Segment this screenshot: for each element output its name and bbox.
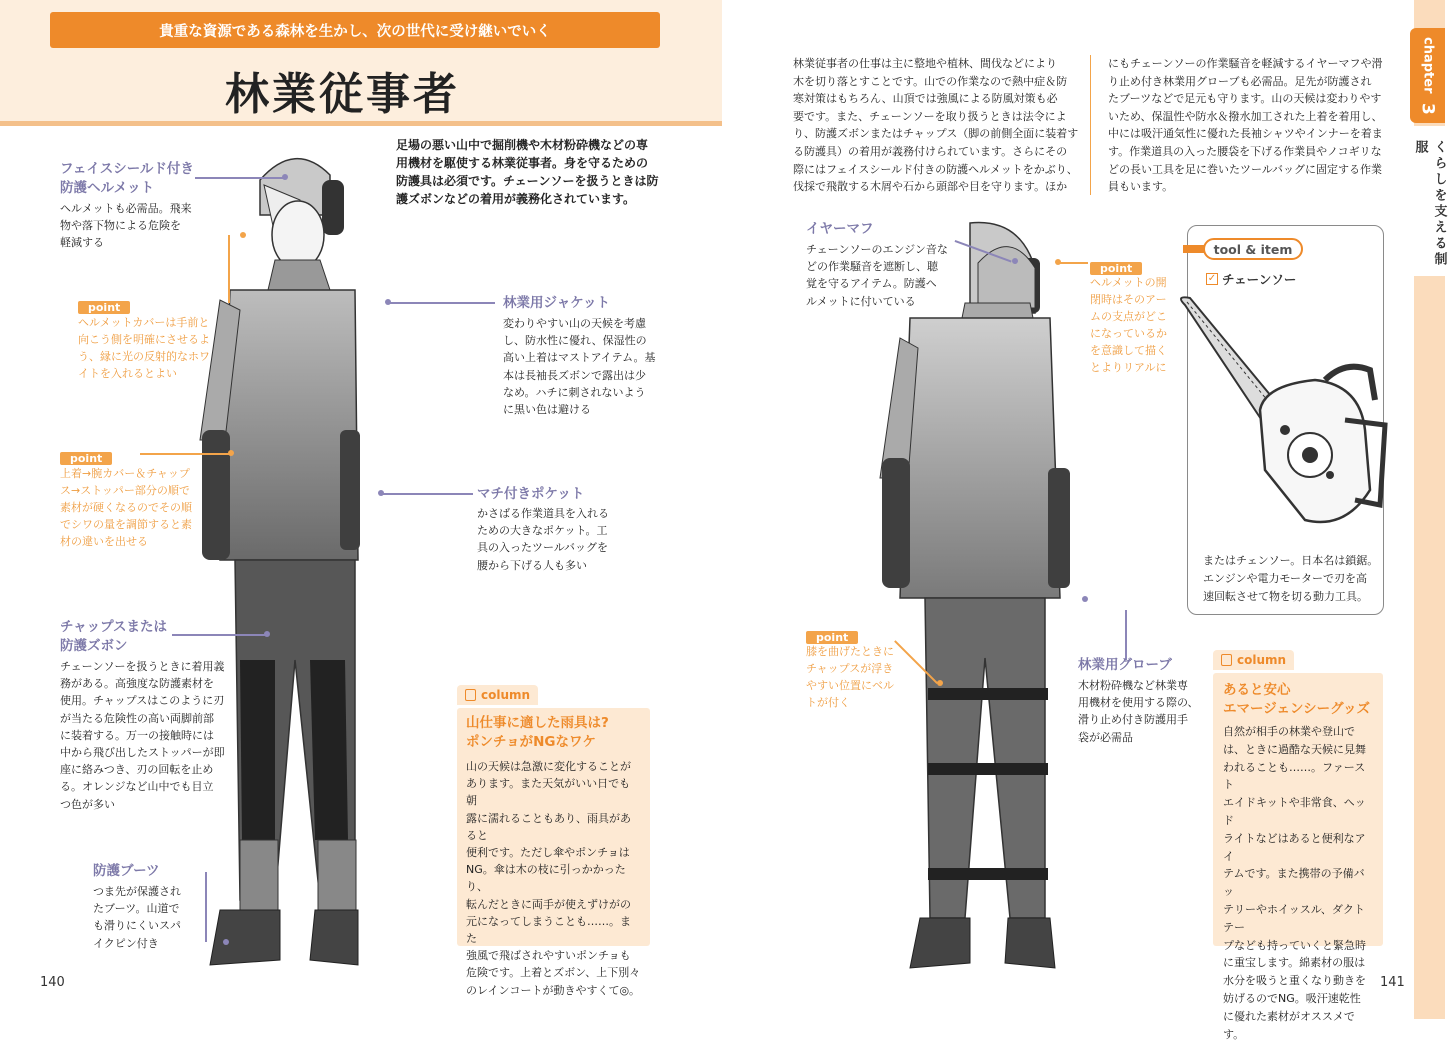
leader-dot-helmet (282, 174, 288, 180)
label-earmuff-title: イヤーマフ (806, 221, 874, 237)
column-tab-right (1213, 650, 1294, 670)
leader-glove (1125, 610, 1127, 660)
leader-pocket (383, 493, 473, 495)
leader-dot-glove (1082, 596, 1088, 602)
column-box-right (1213, 673, 1383, 1041)
point-3-text: ヘルメットの開 閉時はそのアー ムの支点がどこ になっているか を意識して描く とよりリアルに (1090, 276, 1167, 374)
chapter-number: 3 (1417, 102, 1438, 115)
point-leader-3 (1060, 262, 1088, 264)
intro-text: 足場の悪い山中で掘削機や木材粉砕機などの専 用機材を駆使する林業従事者。身を守るための 防護具は必須です。チェーンソーを扱うときは防 護ズボンなどの着用が義務化されています。 (396, 138, 659, 206)
label-helmet-title: フェイスシールド付き 防護ヘルメット (60, 161, 194, 196)
label-glove-text: 木材粉砕機など林業専 用機材を使用する際の、 滑り止め付き防護用手 袋が必需品 (1078, 679, 1199, 744)
column-right-text: 自然が相手の林業や登山で は、ときに過酷な天候に見舞 われることも……。ファースト エイドキットや非常食、ヘッド ライトなどはあると便利なアイ テムです。また携帯の予備バッ テリーやホイッスル、ダクトテー プなども持っていくと緊急時 に重宝します。綿素材の服は 水分を吸うと重くなり動きを 妨げるのでNG。吸汗速乾性 に優れた素材がオススメです。 (1223, 725, 1366, 1041)
subtitle-bar (50, 12, 660, 48)
label-pocket-title: マチ付きポケット (477, 486, 585, 502)
page-number-left: 140 (40, 975, 65, 990)
page-number-right: 141 (1380, 975, 1405, 990)
chapter-section-panel (1414, 126, 1445, 276)
tool-item-text: またはチェンソー。日本名は鎖鋸。 エンジンや電力モーターで刃を高 速回転させて物を切る動力工具。 (1203, 554, 1379, 603)
right-body-col1: 林業従事者の仕事は主に整地や植林、間伐などにより 木を切り落とすことです。山での作業なので熱中症＆防 寒対策はもちろん、山頂では強風による防風対策も必 要です。また、チェーンソーを取り扱うときは法令によ り、防護ズボンまたはチャップス（脚の前側全面に装着す る防護具）の着用が義務付けられています。さらにその 際にはフェイスシールド付きの防護ヘルメットをかぶり、 伐採で飛散する木屑や石から頭部や目を守ります。ほか (793, 57, 1079, 194)
right-body-divider (1090, 55, 1091, 195)
point-1-text: ヘルメットカバーは手前と 向こう側を明確にさせるよ う、縁に光の反射的なホワ イトを入れるとよい (78, 316, 210, 380)
point-badge: point (1090, 262, 1142, 275)
leader-dot-jacket (385, 299, 391, 305)
page-subtitle: 貴重な資源である森林を生かし、次の世代に受け継いでいく (159, 23, 551, 40)
column-right-title: あると安心 エマージェンシーグッズ (1223, 682, 1370, 717)
section-name: くらしを支える制服 (1412, 140, 1447, 268)
chapter-label: chapter (1420, 36, 1436, 94)
point-4-text: 膝を曲げたときに チャップスが浮き やすい位置にベル トが付く (806, 645, 894, 709)
label-pocket-text: かさばる作業道具を入れる ための大きなポケット。工 具の入ったツールバッグを 腰から下げる人も多い (477, 507, 609, 572)
point-dot-4 (937, 680, 943, 686)
tool-item-check-label: チェーンソー (1222, 272, 1297, 287)
column-icon (465, 689, 476, 701)
column-tab-label: column (1237, 653, 1287, 667)
label-earmuff-text: チェーンソーのエンジン音な どの作業騒音を遮断し、聴 覚を守るアイテム。防護ヘ ルメットに付いている (806, 243, 948, 308)
tool-item-tab-label: tool & item (1213, 241, 1293, 257)
point-badge: point (806, 631, 858, 644)
tool-item-tab-accent (1183, 245, 1205, 253)
label-boots-text: つま先が保護され たブーツ。山道で も滑りにくいスパ イクピン付き (93, 885, 181, 950)
leader-chaps (172, 634, 267, 636)
point-1 (78, 296, 130, 315)
label-boots-title: 防護ブーツ (93, 863, 160, 879)
forestry-worker-front-illustration (180, 140, 360, 975)
chainsaw-icon (1175, 290, 1390, 540)
column-icon (1221, 654, 1232, 666)
column-tab-left (457, 685, 538, 705)
point-badge: point (78, 301, 130, 314)
tool-item-tab (1203, 238, 1303, 260)
label-helmet-text: ヘルメットも必需品。飛来 物や落下物による危険を 軽減する (60, 202, 192, 250)
point-leader-1 (228, 235, 230, 303)
label-chaps-text: チェーンソーを扱うときに着用義 務がある。高強度な防護素材を 使用。チャップスはこのように刃 が当たる危険性の高い両脚前部 に装着する。万一の接触時には 中から飛び出したストッパーが即 座に絡みつき、刃の回転を止め る。オレンジなど山中でも目立 つ色が多い (60, 660, 225, 811)
label-jacket-text: 変わりやすい山の天候を考慮 し、防水性に優れ、保湿性の 高い上着はマストアイテム。基 本は長袖長ズボンで露出は少 なめ。ハチに刺されないよう に黒い色は避ける (503, 317, 656, 417)
leader-helmet (195, 177, 285, 179)
column-left-text: 山の天候は急激に変化することが あります。また天気がいい日でも朝 露に濡れることもあり、雨具があると 便利です。ただし傘やポンチョは NG。傘は木の枝に引っかかったり、 転んだときに両手が使えずけがの 元になってしまうことも……。また 強風で飛ばされやすいポンチョも 危険です。上着とズボン、上下別々 のレインコートが動きやすくて◎。 (466, 760, 641, 997)
leader-dot-chaps (264, 631, 270, 637)
label-chaps-title: チャップスまたは 防護ズボン (60, 619, 168, 654)
point-dot-1 (240, 232, 246, 238)
chapter-tab (1410, 28, 1445, 123)
point-2 (60, 447, 112, 466)
leader-dot-pocket (378, 490, 384, 496)
point-leader-2 (140, 453, 230, 455)
checkbox-icon: ✓ (1207, 273, 1217, 284)
point-dot-3 (1055, 259, 1061, 265)
leader-jacket (390, 302, 495, 304)
right-body-col2: にもチェーンソーの作業騒音を軽減するイヤーマフや滑 り止め付き林業用グローブも必需品。足先が防護され たブーツなどで足元も守ります。山の天候は変わりやす いため、保温性や防水＆撥水加工された上着を着用し、 中には吸汗通気性に優れた長袖シャツやインナーを着ま す。作業道具の入った腰袋を下げる作業員やノコギリな どの長い工具を足に巻いたツールバッグに固定する作業 員もいます。 (1108, 57, 1383, 194)
tool-item-check (1206, 270, 1296, 288)
point-badge: point (60, 452, 112, 465)
forestry-worker-back-illustration (870, 218, 1070, 978)
label-jacket-title: 林業用ジャケット (503, 295, 611, 311)
point-2-text: 上着→腕カバー＆チャップ ス→ストッパー部分の順で 素材が硬くなるのでその順 でシワの量を調節すると素 材の違いを出せる (60, 467, 192, 548)
page-title: 林業従事者 (225, 69, 460, 120)
column-tab-label: column (481, 688, 531, 702)
label-glove-title: 林業用グローブ (1078, 657, 1172, 673)
leader-boots (205, 872, 207, 942)
point-dot-2 (228, 450, 234, 456)
leader-dot-boots (223, 939, 229, 945)
leader-dot-earmuff (1012, 258, 1018, 264)
column-box-left (457, 708, 650, 997)
column-left-title: 山仕事に適した雨具は? ポンチョがNGなワケ (466, 715, 609, 750)
